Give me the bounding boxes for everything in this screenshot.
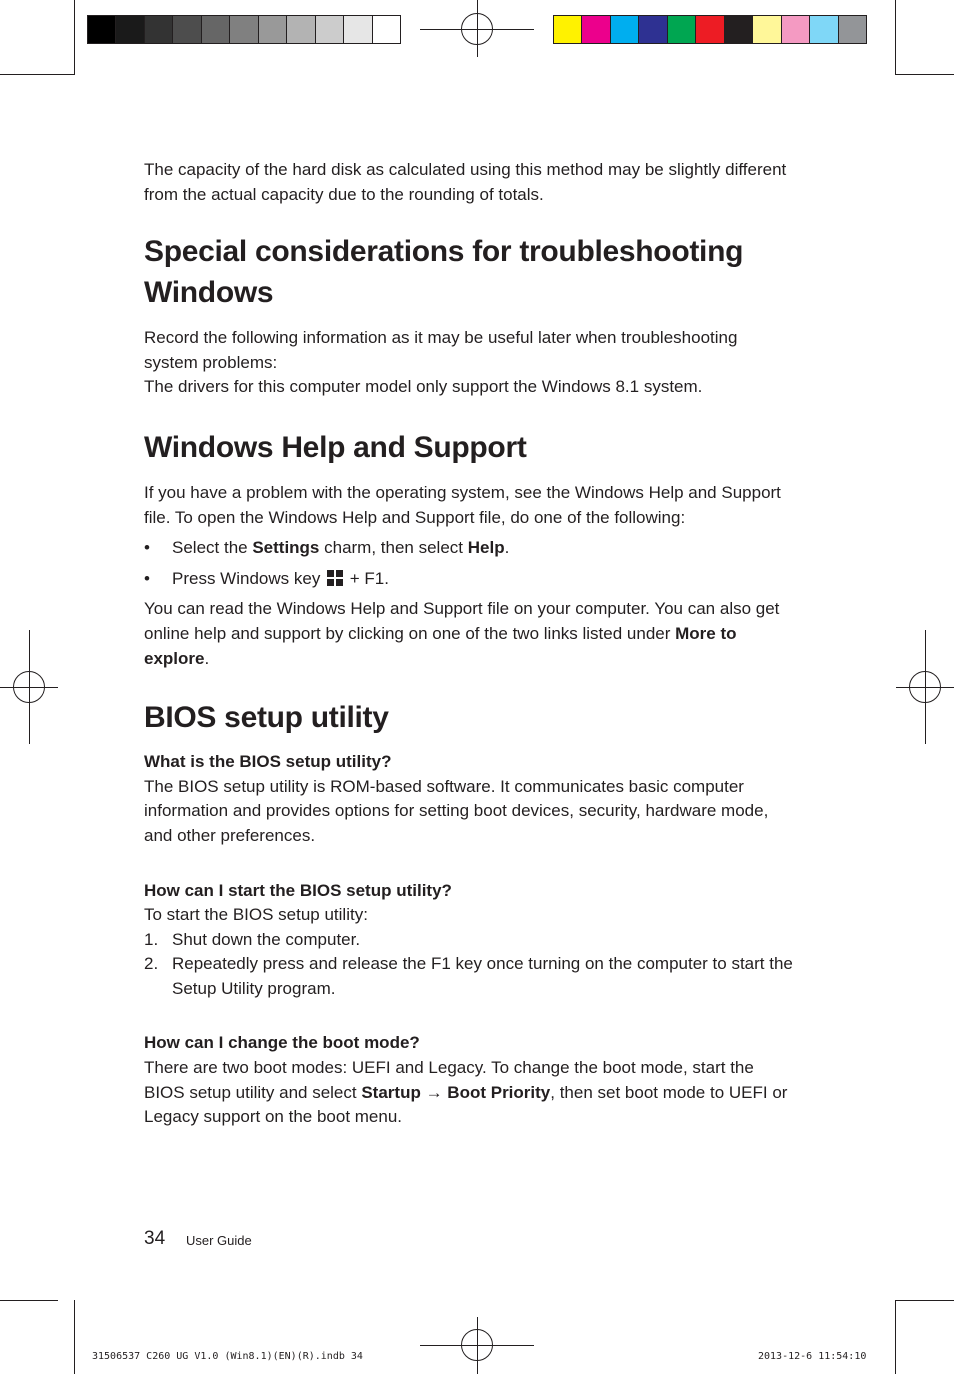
answer-what-is-bios: The BIOS setup utility is ROM-based software. It communicates basic computer information and provides options for setting boot devices, security, hardware mode, and other preferences.: [144, 776, 769, 845]
section1-paragraph-2: The drivers for this computer model only support the Windows 8.1 system.: [144, 377, 703, 397]
color-calibration-bar: [553, 15, 867, 44]
color-swatch: [639, 16, 667, 43]
section2-paragraph-1: If you have a problem with the operating system, see the Windows Help and Support file. To open the Windows Help and Support file, do one of the following:: [144, 482, 781, 527]
registration-mark-left-circle: [13, 671, 45, 703]
question-boot-mode: How can I change the boot mode?: [144, 1033, 420, 1053]
color-swatch: [753, 16, 781, 43]
crop-mark-bottom-right-h: [895, 1300, 954, 1301]
more-to-explore-label: More to explore: [144, 623, 737, 668]
crop-mark-bottom-left-v: [74, 1300, 75, 1374]
page-content: [144, 158, 804, 1130]
crop-mark-top-left-v: [74, 0, 75, 75]
footer-label: User Guide: [186, 1233, 252, 1248]
bios-start-steps: [144, 928, 804, 1002]
section1-paragraph-1: Record the following information as it may be useful later when troubleshooting system problems:: [144, 328, 738, 372]
print-slug-file: 31506537 C260 UG V1.0 (Win8.1)(EN)(R).indb 34: [92, 1351, 363, 1362]
heading-bios-setup: BIOS setup utility: [144, 701, 389, 735]
gray-swatch: [202, 16, 230, 43]
color-swatch: [611, 16, 639, 43]
color-swatch: [668, 16, 696, 43]
crop-mark-top-right-v: [895, 0, 896, 75]
question-start-bios: How can I start the BIOS setup utility?: [144, 880, 452, 900]
crop-mark-bottom-right-v: [895, 1300, 896, 1374]
gray-swatch: [287, 16, 315, 43]
registration-mark-top-circle: [461, 13, 493, 45]
gray-swatch: [173, 16, 201, 43]
help-options-list: [144, 536, 804, 591]
color-swatch: [554, 16, 582, 43]
registration-mark-right-circle: [909, 671, 941, 703]
gray-swatch: [88, 16, 116, 43]
gray-swatch: [373, 16, 400, 43]
gray-swatch: [316, 16, 344, 43]
color-swatch: [810, 16, 838, 43]
answer-start-bios-intro: To start the BIOS setup utility:: [144, 905, 368, 925]
crop-mark-top-right-h: [895, 74, 954, 75]
heading-special-considerations: Special considerations for troubleshooting Windows: [144, 235, 744, 310]
answer-boot-mode: There are two boot modes: UEFI and Legacy. To change the boot mode, start the BIOS setup utility and select Startup → Boot Priority, then set boot mode to UEFI or Legacy support on the boot menu.: [144, 1058, 788, 1127]
color-swatch: [839, 16, 866, 43]
gray-swatch: [145, 16, 173, 43]
list-item: • Press Windows key + F1.: [144, 567, 804, 592]
section2-paragraph-2: You can read the Windows Help and Support file on your computer. You can also get online help and support by clicking on one of the two links listed under More to explore.: [144, 599, 780, 668]
color-swatch: [582, 16, 610, 43]
crop-mark-top-left-h: [0, 74, 75, 75]
gray-calibration-bar: [87, 15, 401, 44]
intro-paragraph: The capacity of the hard disk as calculated using this method may be slightly different from the actual capacity due to the rounding of totals.: [144, 160, 787, 204]
gray-swatch: [344, 16, 372, 43]
crop-mark-bottom-left-h: [0, 1300, 58, 1301]
list-item: • Select the Settings charm, then select Help.: [144, 536, 804, 561]
registration-mark-bottom-circle: [461, 1329, 493, 1361]
gray-swatch: [116, 16, 144, 43]
list-item: 2. Repeatedly press and release the F1 key once turning on the computer to start the Setup Utility program.: [144, 954, 793, 998]
windows-logo-icon: [327, 570, 343, 586]
gray-swatch: [230, 16, 258, 43]
gray-swatch: [259, 16, 287, 43]
question-what-is-bios: What is the BIOS setup utility?: [144, 752, 392, 772]
color-swatch: [782, 16, 810, 43]
color-swatch: [696, 16, 724, 43]
color-swatch: [725, 16, 753, 43]
page-number: 34: [144, 1228, 166, 1249]
print-slug-date: 2013-12-6 11:54:10: [758, 1351, 867, 1362]
list-item: 1. Shut down the computer.: [144, 929, 361, 949]
heading-windows-help: Windows Help and Support: [144, 430, 527, 464]
